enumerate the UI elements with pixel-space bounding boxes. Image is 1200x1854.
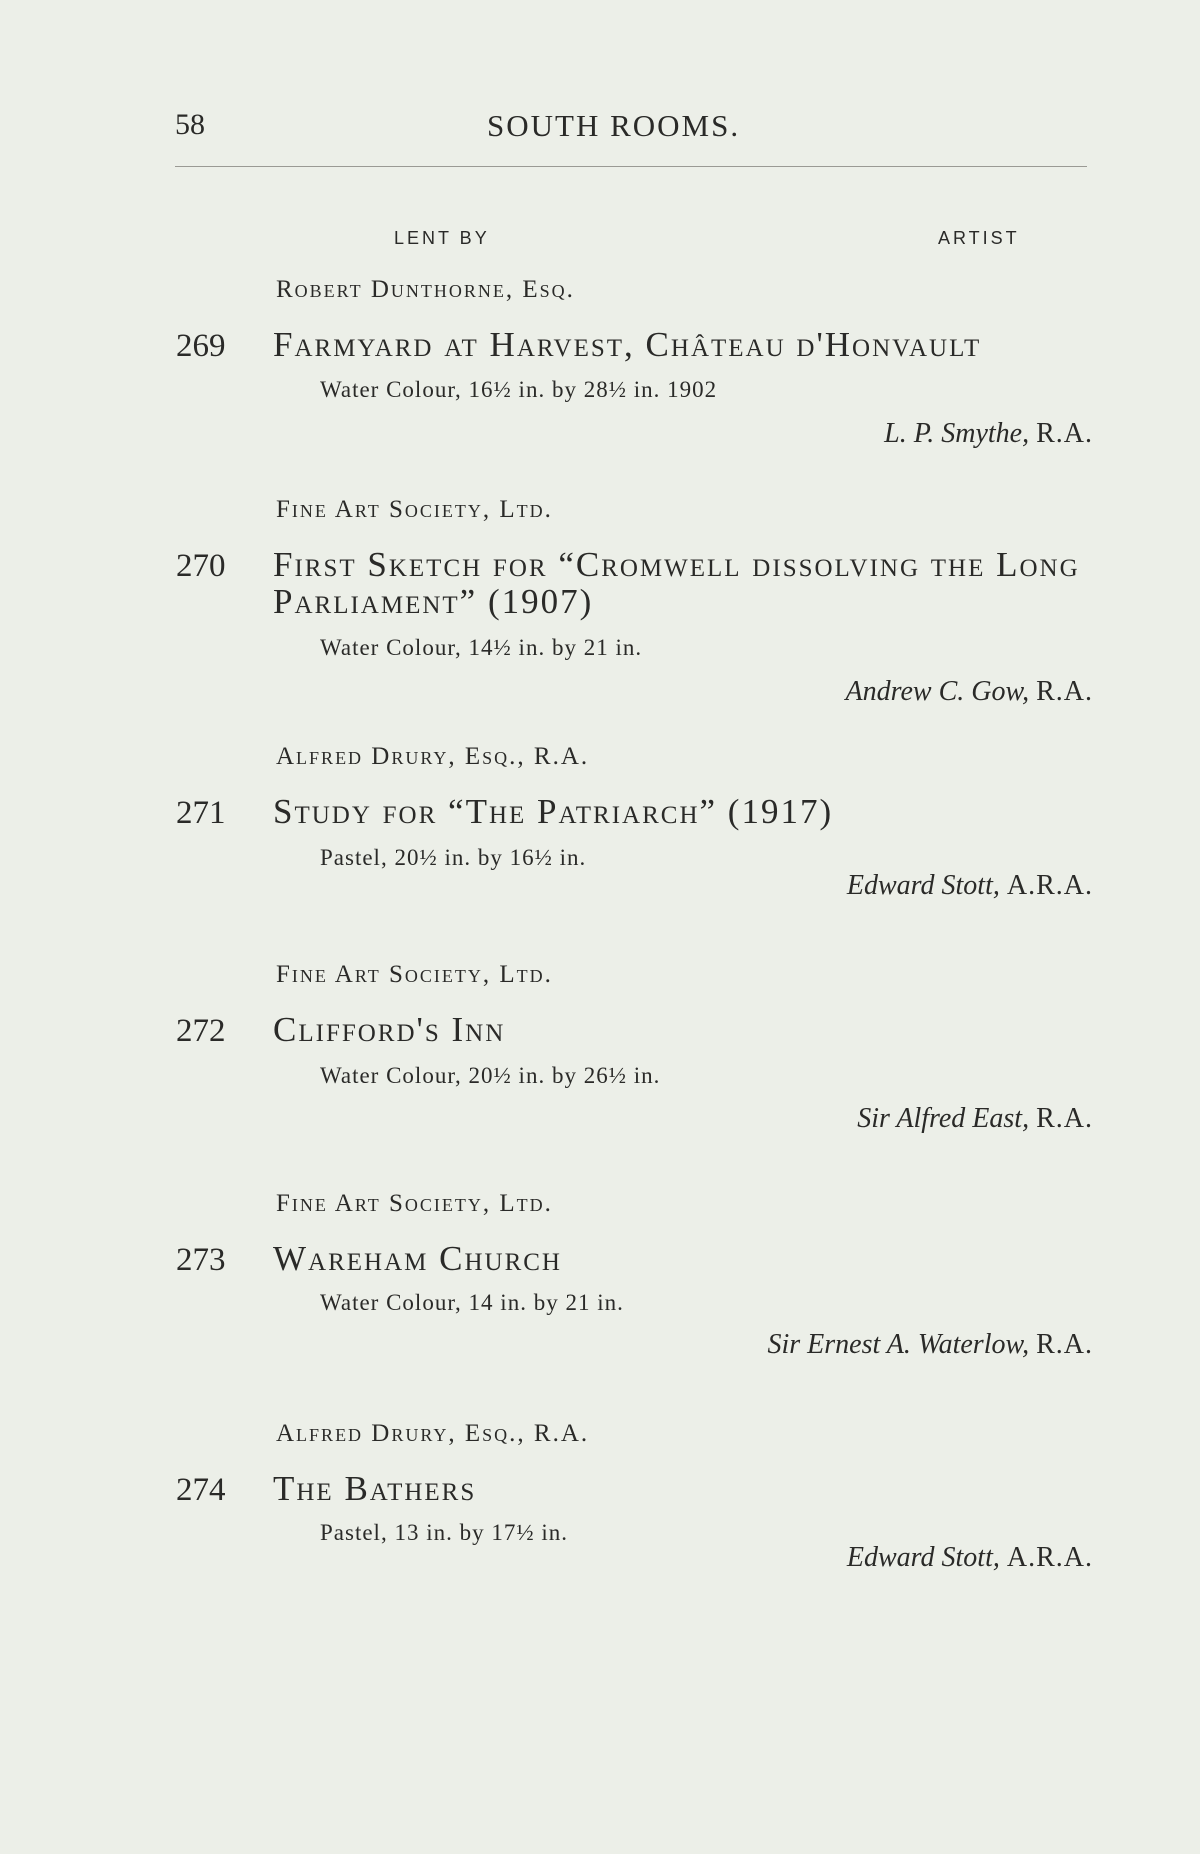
entry-number: 273 — [176, 1242, 226, 1278]
lender: Robert Dunthorne, Esq. — [276, 276, 575, 303]
artwork-title: First Sketch for “Cromwell dissolving the Long Parliament” (1907) — [273, 545, 1080, 621]
artist-name: Edward Stott, — [846, 1542, 1000, 1573]
entry-number: 270 — [176, 548, 226, 584]
entry-number: 272 — [176, 1013, 226, 1049]
entry-number: 274 — [176, 1472, 226, 1508]
artist-name: Edward Stott, — [846, 870, 1000, 901]
medium-dimensions: Water Colour, 14½ in. by 21 in. — [320, 635, 643, 660]
artist-name: L. P. Smythe, — [884, 418, 1030, 449]
artist-rank: R.A. — [1036, 676, 1093, 707]
artist-rank: R.A. — [1036, 1329, 1093, 1360]
medium-dimensions: Water Colour, 14 in. by 21 in. — [320, 1290, 624, 1315]
artwork-title: Study for “The Patriarch” (1917) — [273, 792, 834, 831]
artist-credit — [847, 1542, 1093, 1574]
column-heading-artist: ARTIST — [938, 228, 1020, 248]
medium-dimensions: Water Colour, 16½ in. by 28½ in. 1902 — [320, 377, 718, 402]
artist-name: Sir Ernest A. Waterlow, — [767, 1329, 1030, 1360]
artist-rank: A.R.A. — [1006, 1542, 1093, 1573]
entry-number: 271 — [176, 795, 226, 831]
artist-credit — [847, 870, 1093, 902]
page-number: 58 — [175, 108, 205, 141]
artwork-title: Wareham Church — [273, 1239, 562, 1278]
artist-name: Sir Alfred East, — [857, 1103, 1030, 1134]
artwork-title: Clifford's Inn — [273, 1010, 506, 1049]
artist-rank: A.R.A. — [1006, 870, 1093, 901]
artist-credit — [857, 1103, 1093, 1135]
artwork-title: Farmyard at Harvest, Château d'Honvault — [273, 325, 982, 364]
running-head: SOUTH ROOMS. — [487, 108, 741, 143]
lender: Fine Art Society, Ltd. — [276, 1190, 553, 1217]
medium-dimensions: Pastel, 13 in. by 17½ in. — [320, 1520, 568, 1545]
artist-name: Andrew C. Gow, — [845, 676, 1030, 707]
lender: Alfred Drury, Esq., R.A. — [276, 743, 590, 770]
artist-rank: R.A. — [1036, 1103, 1093, 1134]
header-rule — [175, 166, 1087, 167]
lender: Fine Art Society, Ltd. — [276, 961, 553, 988]
lender: Fine Art Society, Ltd. — [276, 496, 553, 523]
artist-credit — [767, 1329, 1093, 1361]
artwork-title: The Bathers — [273, 1469, 477, 1508]
artist-rank: R.A. — [1036, 418, 1093, 449]
artist-credit — [884, 418, 1093, 450]
artist-credit — [846, 676, 1093, 708]
medium-dimensions: Pastel, 20½ in. by 16½ in. — [320, 845, 587, 870]
column-heading-lent-by: LENT BY — [394, 228, 490, 248]
lender: Alfred Drury, Esq., R.A. — [276, 1420, 590, 1447]
medium-dimensions: Water Colour, 20½ in. by 26½ in. — [320, 1063, 661, 1088]
entry-number: 269 — [176, 328, 226, 364]
